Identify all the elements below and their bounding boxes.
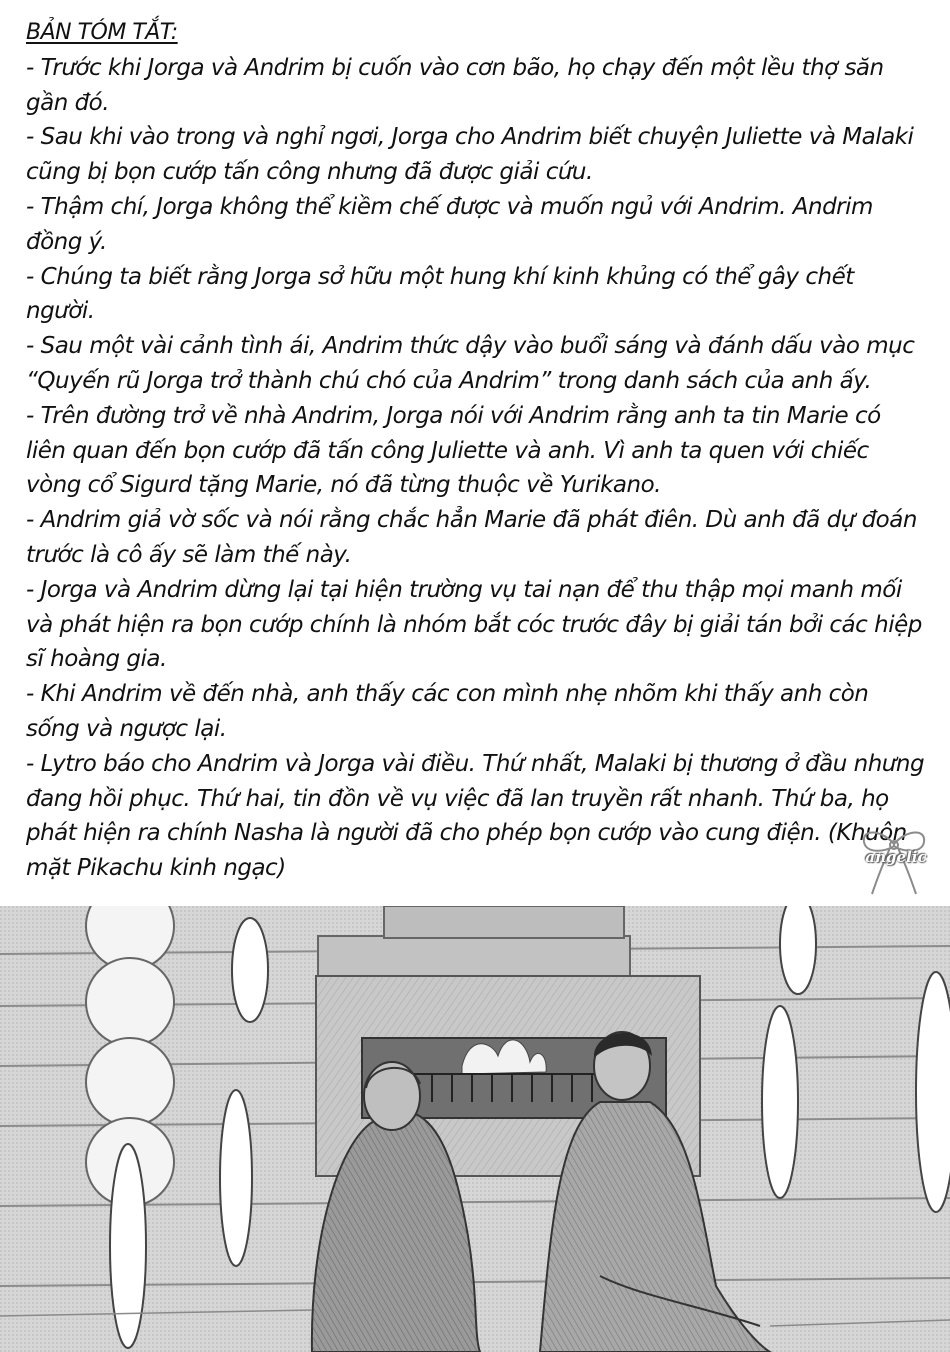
speech-bubble [762,1006,798,1198]
angelic-watermark [852,826,936,898]
summary-item-10: - Lytro báo cho Andrim và Jorga vài điều. Thứ nhất, Malaki bị thương ở đầu nhưng đang hồi phục. Thứ hai, tin đồn về vụ việc đã lan truyền rất nhanh. Thứ ba, họ phát hiện ra chính Nasha là người đã cho phép bọn cướp vào cung điện. (Khuôn mặt Pikachu kinh ngạc) [26,750,925,882]
manga-panel-illustration [0,906,950,1352]
speech-bubble [232,918,268,1022]
summary-item-6: - Trên đường trở về nhà Andrim, Jorga nói với Andrim rằng anh ta tin Marie có liên quan đến bọn cướp đã tấn công Juliette và anh. Vì anh ta quen với chiếc vòng cổ Sigurd tặng Marie, nó đã từng thuộc về Yurikano. [26,402,881,499]
summary-item-3: - Thậm chí, Jorga không thể kiềm chế được và muốn ngủ với Andrim. Andrim đồng ý. [26,193,873,255]
speech-bubble [220,1090,252,1266]
watermark-text: angelic [865,848,927,866]
summary-item-4: - Chúng ta biết rằng Jorga sở hữu một hung khí kinh khủng có thể gây chết người. [26,263,854,325]
summary-item-9: - Khi Andrim về đến nhà, anh thấy các con mình nhẹ nhõm khi thấy anh còn sống và ngược lại. [26,681,869,742]
summary-text [26,16,926,886]
summary-item-2: - Sau khi vào trong và nghỉ ngơi, Jorga cho Andrim biết chuyện Juliette và Malaki cũng bị bọn cướp tấn công nhưng đã được giải cứu. [26,124,914,186]
summary-item-5: - Sau một vài cảnh tình ái, Andrim thức dậy vào buổi sáng và đánh dấu vào mục “Quyến rũ Jorga trở thành chú chó của Andrim” trong danh sách của anh ấy. [26,333,915,394]
manga-panel [0,906,950,1352]
summary-title: BẢN TÓM TẮT: [26,20,178,45]
summary-item-7: - Andrim giả vờ sốc và nói rằng chắc hẳn Marie đã phát điên. Dù anh đã dự đoán trước là cô ấy sẽ làm thế này. [26,507,917,568]
speech-bubble [916,972,950,1212]
speech-bubble [110,1144,146,1348]
summary-item-8: - Jorga và Andrim dừng lại tại hiện trường vụ tai nạn để thu thập mọi manh mối và phát hiện ra bọn cướp chính là nhóm bắt cóc trước đây bị giải tán bởi các hiệp sĩ hoàng gia. [26,576,922,673]
summary-item-1: - Trước khi Jorga và Andrim bị cuốn vào cơn bão, họ chạy đến một lều thợ săn gần đó. [26,54,884,116]
speech-bubble [780,906,816,994]
